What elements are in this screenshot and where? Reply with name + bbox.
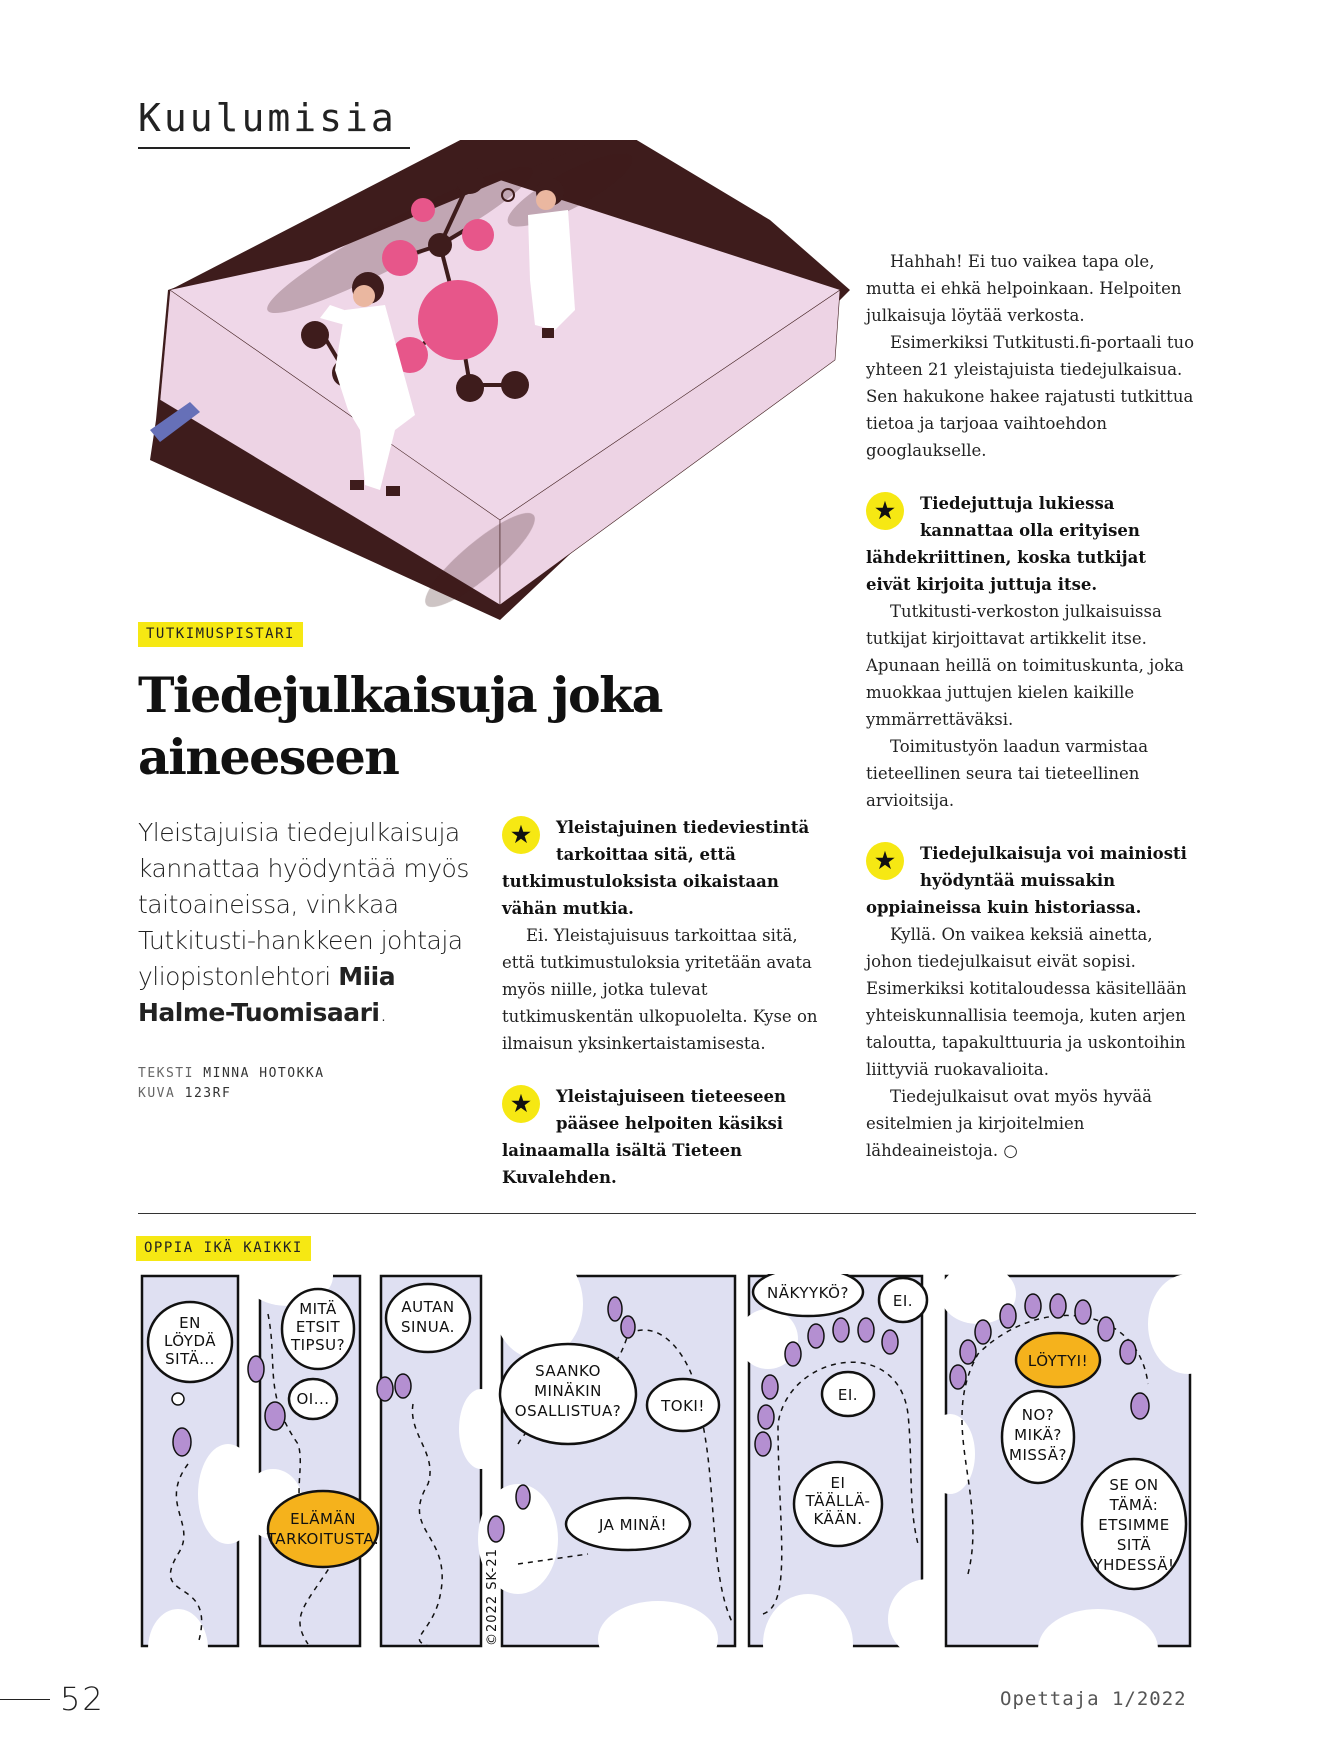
bubble-text: MINÄKIN [534,1382,602,1400]
bubble-text: TARKOITUSTA. [266,1530,380,1548]
bubble-text: ELÄMÄN [290,1510,356,1528]
bubble-text: TOKI! [661,1397,705,1415]
qa-answer: Tiedejulkaisut ovat myös hyvää esitelmien ja kirjoitelmien lähdeaineistoja. ○ [866,1087,1153,1160]
penguin [882,1330,898,1354]
penguin [608,1297,622,1321]
bubble-text: EI. [837,1386,859,1404]
article-category-tag: TUTKIMUSPISTARI [138,622,303,647]
bubble-text: LÖYTYI! [1027,1352,1089,1370]
question-text-start: Tiedejuttuja lukiessa kannattaa olla erityisen [920,494,1140,540]
penguin [1120,1340,1136,1364]
star-icon: ★ [866,842,904,880]
bubble-text: SITÄ [1116,1536,1152,1554]
question-text-start: Tiedejulkaisuja voi mainiosti hyödyntää [920,844,1187,890]
magazine-issue: Opettaja 1/2022 [1000,1688,1187,1710]
bubble-text: MISSÄ? [1009,1446,1067,1464]
qa-question [866,840,1196,921]
bubble-text: MIKÄ? [1014,1426,1062,1444]
penguin [858,1318,874,1342]
bubble-text: AUTAN [401,1298,455,1316]
lede-name: Miia Halme-Tuomisaari [138,962,396,1027]
credit-photo-source: 123RF [184,1086,232,1101]
qa-question [502,814,832,922]
penguin [248,1356,264,1382]
question-text-rest: tutkimustuloksista oikaistaan vähän mutkia. [502,872,779,918]
comic-strip [138,1274,1194,1654]
bubble-text: EI [830,1474,846,1492]
qa-item [866,490,1196,814]
article-column-2 [502,814,832,1191]
star-icon: ★ [866,492,904,530]
comic-panel-4 [478,1274,735,1654]
bubble-text: MITÄ [299,1300,337,1318]
question-text-rest: muissakin oppiaineissa kuin historiassa. [866,871,1142,917]
answer-paragraph: Esimerkiksi Tutkitusti.fi-portaali tuo yhteen 21 yleistajuista tiedejulkaisua. Sen hakukone hakee rajatusti tutkittua tietoa ja tarjoaa vaihtoehdon googlaukselle. [866,333,1195,460]
headline-line-1: Tiedejulkaisuja joka [138,666,662,724]
headline-line-2: aineeseen [138,728,399,786]
bubble-text: TÄÄLLÄ- [805,1492,871,1510]
speech-bubble-highlight [268,1491,378,1567]
penguin [833,1318,849,1342]
lede-end: . [379,998,387,1027]
book-illustration [150,140,860,620]
bubble-text: EI. [892,1292,914,1310]
penguin [785,1342,801,1366]
bubble-text: OI... [296,1390,330,1408]
question-text-rest: lainaamalla isältä Tieteen Kuvalehden. [502,1141,742,1187]
penguin [960,1340,976,1364]
star-icon: ★ [502,816,540,854]
credit-text-label: TEKSTI [138,1066,194,1081]
question-text-start: Yleistajuiseen tieteeseen pääsee helpoiten käsiksi [556,1087,786,1133]
bubble-text: EN [179,1314,201,1332]
qa-question [866,490,1196,598]
credit-text [138,1064,325,1084]
section-title: Kuulumisia [138,96,397,140]
qa-answer: Toimitustyön laadun varmistaa tieteellinen seura tai tieteellinen arvioitsija. [866,737,1149,810]
credit-photo [138,1084,325,1104]
bubble-text: KÄÄN. [813,1510,863,1528]
penguin [808,1324,824,1348]
penguin [621,1316,635,1338]
bubble-text: ETSIT [295,1318,341,1336]
penguin [1025,1294,1041,1318]
penguin [265,1402,285,1430]
penguin [488,1516,504,1542]
penguin [762,1375,778,1399]
star-icon: ★ [502,1085,540,1123]
qa-question [502,1083,832,1191]
article-credits [138,1064,325,1104]
penguin [975,1320,991,1344]
penguin [395,1374,411,1398]
qa-answer: Ei. Yleistajuisuus tarkoittaa sitä, että tutkimustuloksia yritetään avata myös niille, jotka tulevat tutkimuskentän ulkopuolelta. Kyse on ilmaisun yksinkertaistamisesta. [502,926,818,1053]
penguin [755,1432,771,1456]
penguin [1131,1393,1149,1419]
bubble-text: JA MINÄ! [598,1516,668,1534]
credit-text-author: MINNA HOTOKKA [203,1066,325,1081]
qa-item [866,840,1196,1164]
penguin [1098,1317,1114,1341]
qa-answer: Kyllä. On vaikea keksiä ainetta, johon tiedejulkaisut eivät sopisi. Esimerkiksi kotitaloudessa käsitellään yhteiskunnallisia teemoja, kuten arjen taloutta, tapakulttuuria ja uskontoihin liittyviä ruokavalioita. [866,925,1187,1079]
article-lede [138,815,478,1031]
bubble-text: LÖYDÄ [163,1332,217,1350]
comic-signature: ©2022 SK-21 [485,1548,500,1646]
bubble-text: SAANKO [535,1362,601,1380]
bubble-text: SE ON [1109,1476,1159,1494]
penguin [758,1405,774,1429]
penguin [950,1365,966,1389]
bubble-text: ETSIMME [1098,1516,1170,1534]
qa-answer: Tutkitusti-verkoston julkaisuissa tutkijat kirjoittavat artikkelit itse. Apunaan heillä on toimituskunta, joka muokkaa juttujen kielen kaikille ymmärrettäväksi. [866,602,1184,729]
bubble-text: TIPSU? [290,1336,346,1354]
penguin [1000,1304,1016,1328]
bubble-text: SITÄ... [165,1350,215,1368]
qa-item [502,814,832,1057]
penguin [1075,1300,1091,1324]
bubble-text: OSALLISTUA? [514,1402,622,1420]
answer-paragraph: Hahhah! Ei tuo vaikea tapa ole, mutta ei ehkä helpoinkaan. Helpoiten julkaisuja löytää verkosta. [866,252,1182,325]
page-number-rule [0,1699,50,1700]
article-headline [138,664,698,788]
section-divider [138,1213,1196,1214]
penguin [516,1485,530,1509]
bubble-text: NO? [1021,1406,1055,1424]
bubble-text: TÄMÄ: [1109,1496,1159,1514]
penguin [1050,1294,1066,1318]
qa-item [502,1083,832,1191]
page-number: 52 [60,1680,105,1718]
question-text-rest: lähdekriittinen, koska tutkijat eivät kirjoita juttuja itse. [866,548,1146,594]
bubble-text: SINUA. [401,1318,455,1336]
penguin [377,1377,393,1401]
comic-tag: OPPIA IKÄ KAIKKI [136,1236,311,1261]
bubble-text: YHDESSÄ! [1093,1556,1175,1574]
credit-photo-label: KUVA [138,1086,176,1101]
penguin [173,1428,191,1456]
bubble-text: NÄKYYKÖ? [767,1284,849,1302]
article-column-3 [866,248,1196,1164]
question-text-start: Yleistajuinen tiedeviestintä tarkoittaa sitä, että [556,818,810,864]
lede-text: Yleistajuisia tiedejulkaisuja kannattaa hyödyntää myös taitoaineissa, vinkkaa Tutkitusti-hankkeen johtaja yliopistonlehtori [138,818,469,991]
